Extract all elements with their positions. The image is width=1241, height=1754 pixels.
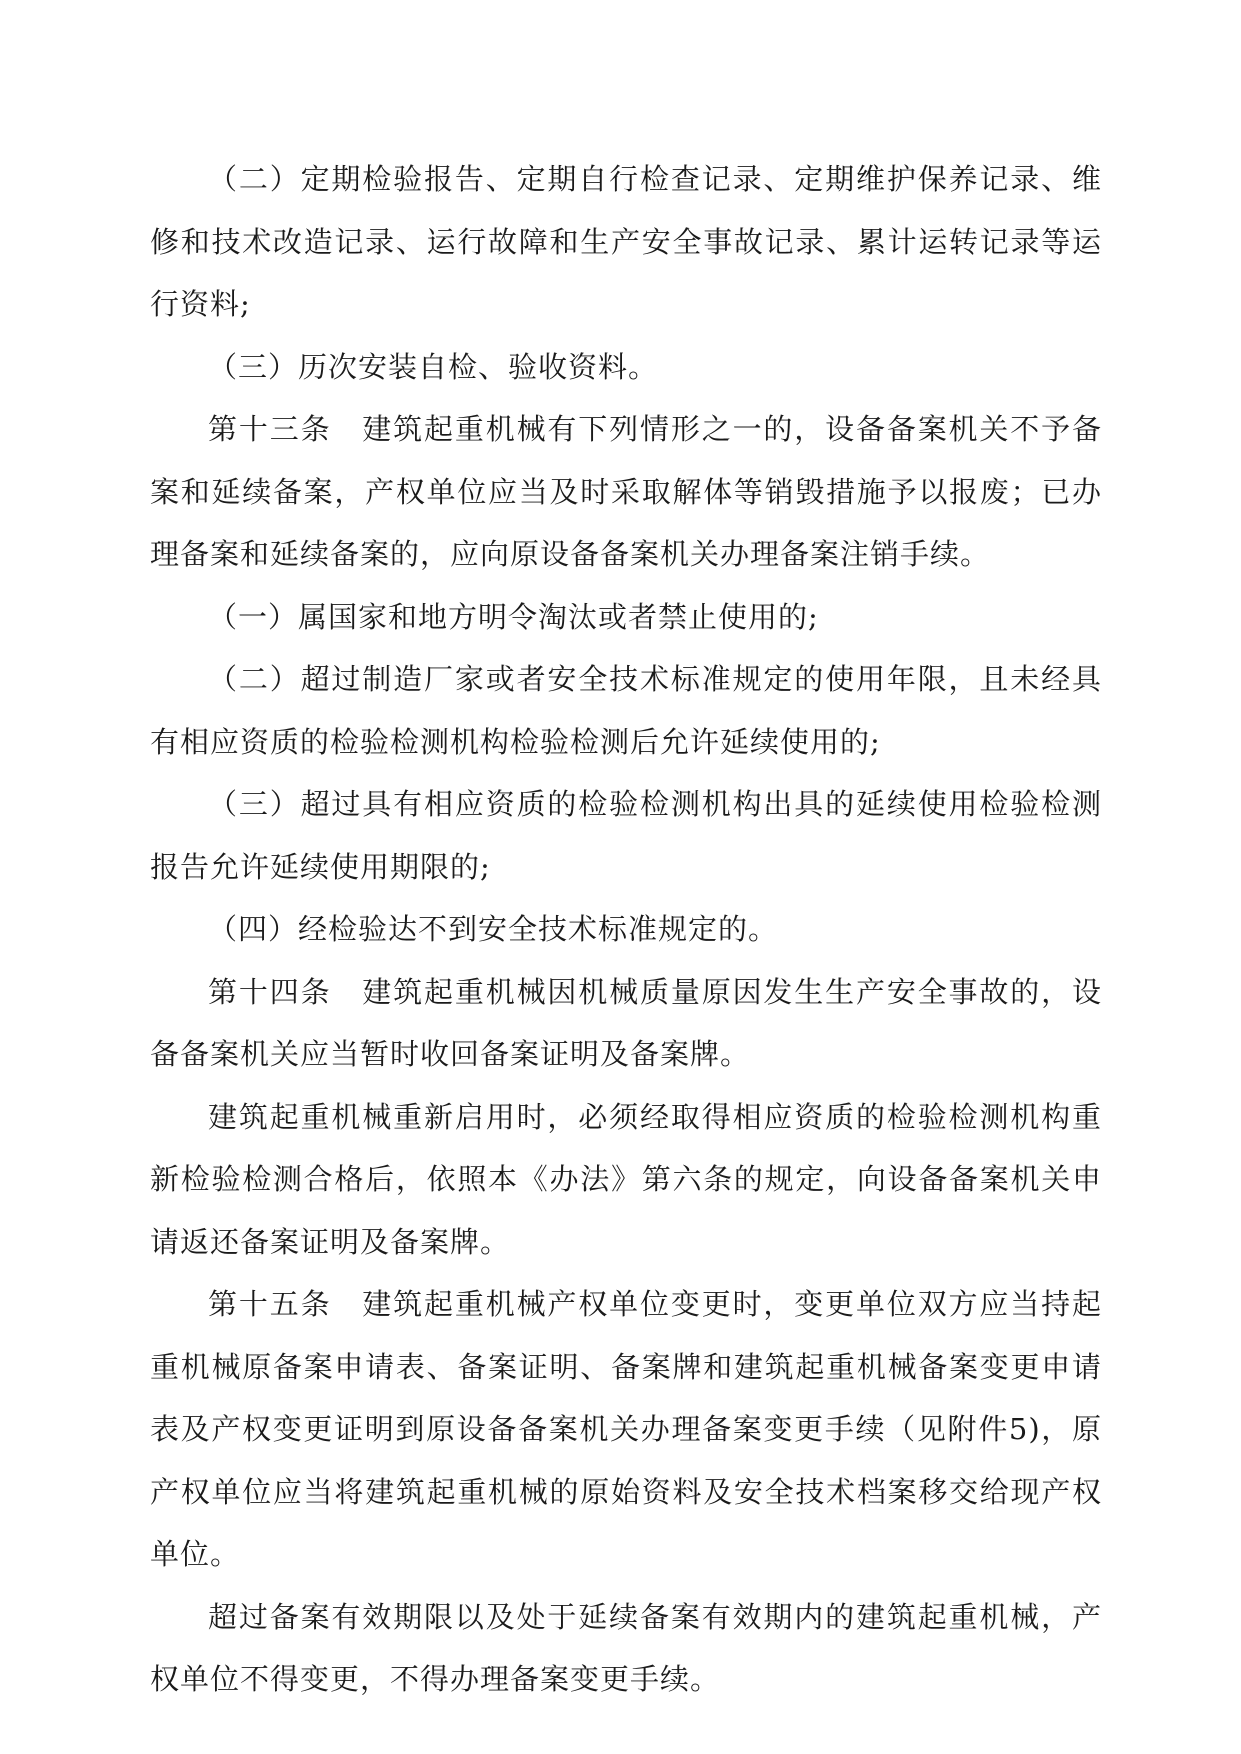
paragraph-article-13-item-1: （一）属国家和地方明令淘汰或者禁止使用的;: [208, 599, 819, 634]
paragraph-article-14-reuse: 建筑起重机械重新启用时，必须经取得相应资质的检验检测机构重新检验检测合格后，依照本《办法》第六条的规定，向设备备案机关申请返还备案证明及备案牌。: [150, 1099, 1102, 1259]
paragraph-article-15: 第十五条 建筑起重机械产权单位变更时，变更单位双方应当持起重机械原备案申请表、备案证明、备案牌和建筑起重机械备案变更申请表及产权变更证明到原设备备案机关办理备案变更手续（见附件5)，原产权单位应当将建筑起重机械的原始资料及安全技术档案移交给现产权单位。: [150, 1287, 1102, 1571]
paragraph-periodic-inspection-records: （二）定期检验报告、定期自行检查记录、定期维护保养记录、维修和技术改造记录、运行故障和生产安全事故记录、累计运转记录等运行资料;: [150, 162, 1102, 321]
paragraph-article-13-item-3: （三）超过具有相应资质的检验检测机构出具的延续使用检验检测报告允许延续使用期限的;: [150, 787, 1102, 884]
paragraph-article-13-item-2: （二）超过制造厂家或者安全技术标准规定的使用年限，且未经具有相应资质的检验检测机构检验检测后允许延续使用的;: [150, 662, 1102, 759]
paragraph-article-14: 第十四条 建筑起重机械因机械质量原因发生生产安全事故的，设备备案机关应当暂时收回备案证明及备案牌。: [150, 974, 1102, 1071]
paragraph-installation-acceptance: （三）历次安装自检、验收资料。: [208, 349, 659, 384]
paragraph-article-13-item-4: （四）经检验达不到安全技术标准规定的。: [208, 912, 779, 946]
paragraph-article-15-restriction: 超过备案有效期限以及处于延续备案有效期内的建筑起重机械，产权单位不得变更，不得办理备案变更手续。: [150, 1599, 1102, 1696]
paragraph-article-13: 第十三条 建筑起重机械有下列情形之一的，设备备案机关不予备案和延续备案，产权单位应当及时采取解体等销毁措施予以报废；已办理备案和延续备案的，应向原设备备案机关办理备案注销手续。: [150, 412, 1102, 571]
document-body: [150, 148, 1102, 1711]
